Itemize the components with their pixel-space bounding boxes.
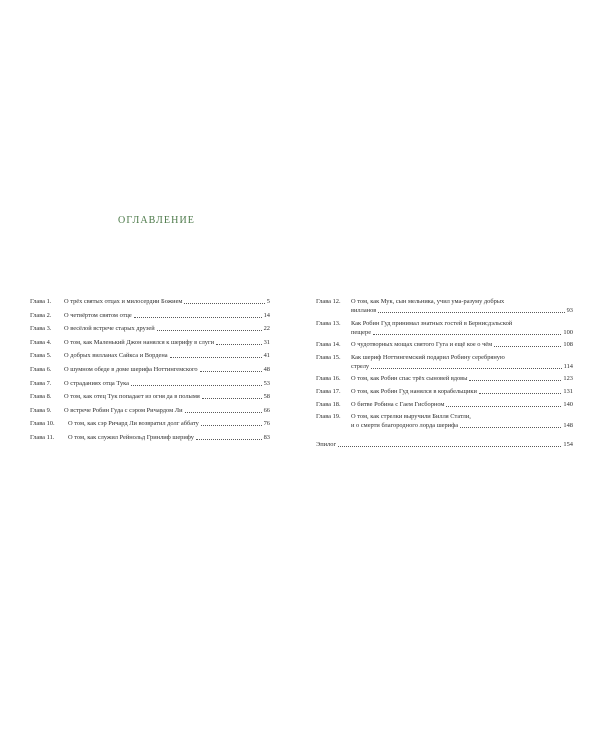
entry-body <box>64 297 270 306</box>
chapter-title: О трёх святых отцах и милосердии Божием <box>64 298 183 305</box>
dot-leader <box>157 330 262 331</box>
toc-entry <box>30 365 270 374</box>
dot-leader <box>378 312 564 313</box>
chapter-title: О том, как сэр Ричард Ли возвратил долг аббату <box>68 420 199 428</box>
toc-entry <box>316 353 573 371</box>
chapter-title: О весёлой встрече старых друзей <box>64 325 155 333</box>
toc-entry <box>316 387 573 396</box>
entry-line <box>64 406 270 415</box>
chapter-label: Глава 19. <box>316 413 341 421</box>
chapter-title-line: Как шериф Ноттингемский подарил Робину серебряную <box>351 353 505 361</box>
toc-entry <box>30 311 270 320</box>
toc-entry <box>316 400 573 409</box>
toc-entry <box>316 319 573 337</box>
toc-entry <box>30 419 270 428</box>
toc-entry <box>316 374 573 383</box>
entry-line <box>64 365 270 374</box>
page-number: 53 <box>263 379 270 387</box>
chapter-title-line: стрелу <box>351 362 370 370</box>
chapter-title-line: вилланов <box>351 307 377 314</box>
entry-body <box>68 433 270 442</box>
chapter-title: О том, как отец Тук попадает из огня да в полымя <box>64 393 200 401</box>
page-number: 140 <box>563 400 573 408</box>
dot-leader <box>200 371 262 372</box>
page-number: 123 <box>563 375 573 383</box>
dot-leader <box>338 446 561 447</box>
page-number: 66 <box>263 406 270 414</box>
chapter-title-line: О том, как стрелки выручили Билля Статли, <box>351 413 471 421</box>
entry-body <box>351 412 573 430</box>
chapter-title-line: пещере <box>351 328 372 336</box>
chapter-title-line: О том, как Робин Гуд нанялся в корабельщики <box>351 387 477 395</box>
toc-entry <box>30 379 270 388</box>
toc-entry <box>30 324 270 333</box>
chapter-label: Глава 16. <box>316 375 341 383</box>
entry-body <box>351 319 573 337</box>
dot-leader <box>479 393 561 394</box>
dot-leader <box>131 385 262 386</box>
page-number: 76 <box>263 420 270 428</box>
chapter-label: Глава 10. <box>30 420 55 428</box>
chapter-title: О четвёртом святом отце <box>64 311 132 319</box>
entry-body <box>64 351 270 360</box>
entry-line <box>351 374 573 383</box>
entry-body <box>68 419 270 428</box>
toc-entry <box>30 297 270 306</box>
dot-leader <box>134 317 262 318</box>
entry-line <box>64 338 270 347</box>
chapter-label: Глава 12. <box>316 298 341 305</box>
chapter-title: О встрече Робин Гуда с сэром Ричардом Ли <box>64 406 183 414</box>
page-number: 148 <box>563 422 573 430</box>
page-number: 48 <box>263 365 270 373</box>
page-number: 100 <box>563 328 573 336</box>
chapter-label: Глава 1. <box>30 298 52 305</box>
entry-line <box>351 387 573 396</box>
dot-leader <box>373 334 561 335</box>
dot-leader <box>371 368 562 369</box>
chapter-label: Глава 3. <box>30 325 52 333</box>
entry-body <box>351 353 573 371</box>
page-number: 131 <box>563 387 573 395</box>
dot-leader <box>494 346 561 347</box>
toc-entry <box>316 412 573 430</box>
entry-line <box>68 419 270 428</box>
chapter-title-line: О том, как Мук, сын мельника, учил ума-разуму добрых <box>351 298 505 305</box>
page-number: 22 <box>263 325 270 333</box>
entry-line <box>351 340 573 349</box>
entry-line <box>64 392 270 401</box>
dot-leader <box>216 344 262 345</box>
toc-entry <box>30 433 270 442</box>
toc-entry <box>30 406 270 415</box>
entry-line <box>351 400 573 409</box>
chapter-title: О том, как служил Рейнольд Гринлиф шерифу <box>68 433 194 441</box>
chapter-label: Глава 15. <box>316 353 341 361</box>
entry-body <box>64 311 270 320</box>
toc-heading: ОГЛАВЛЕНИЕ <box>118 215 195 226</box>
entry-body <box>64 365 270 374</box>
entry-line <box>351 306 573 315</box>
page-number: 154 <box>563 441 573 449</box>
entry-body <box>351 387 573 396</box>
entry-line <box>64 324 270 333</box>
chapter-label: Глава 2. <box>30 311 52 319</box>
dot-leader <box>184 303 264 304</box>
chapter-title: О страданиях отца Тука <box>64 379 129 387</box>
chapter-label: Глава 5. <box>30 352 52 360</box>
entry-body <box>64 338 270 347</box>
entry-line <box>64 297 270 306</box>
entry-line <box>351 421 573 430</box>
chapter-label: Глава 4. <box>30 338 52 346</box>
toc-entry <box>30 351 270 360</box>
page-number: 58 <box>263 393 270 401</box>
page-number: 93 <box>566 307 573 314</box>
chapter-label: Глава 17. <box>316 387 341 395</box>
entry-body <box>351 374 573 383</box>
dot-leader <box>170 357 262 358</box>
chapter-title-line: и о смерти благородного лорда шерифа <box>351 422 459 430</box>
entry-body <box>351 400 573 409</box>
chapter-label: Глава 13. <box>316 319 341 327</box>
entry-body <box>316 440 573 449</box>
entry-body <box>351 297 573 315</box>
entry-body <box>64 392 270 401</box>
entry-line <box>64 379 270 388</box>
dot-leader <box>446 406 561 407</box>
entry-line <box>351 362 573 371</box>
entry-body <box>64 406 270 415</box>
chapter-title-line: Как Робин Гуд принимал знатных гостей в Бернисдэльской <box>351 319 513 327</box>
entry-body <box>64 324 270 333</box>
entry-line <box>351 328 573 337</box>
page-number: 83 <box>263 433 270 441</box>
chapter-title-line: О чудотворных мощах святого Гуга и ещё кое о чём <box>351 341 493 349</box>
chapter-title: О том, как Маленький Джон нанялся к шерифу в слуги <box>64 338 214 346</box>
dot-leader <box>201 425 262 426</box>
entry-line <box>316 440 573 449</box>
chapter-label: Глава 9. <box>30 406 52 414</box>
chapter-title: О добрых вилланах Сайкса и Вордена <box>64 352 168 360</box>
toc-entry <box>30 392 270 401</box>
entry-body <box>64 379 270 388</box>
entry-line <box>64 351 270 360</box>
entry-body <box>351 340 573 349</box>
chapter-label: Глава 14. <box>316 341 341 349</box>
page-number: 5 <box>266 298 270 305</box>
epilogue-entry <box>316 440 573 449</box>
toc-entry <box>30 338 270 347</box>
page-number: 41 <box>263 352 270 360</box>
chapter-label: Глава 6. <box>30 365 52 373</box>
chapter-title-line: О том, как Робин спас трёх сыновей вдовы <box>351 375 468 383</box>
dot-leader <box>185 412 262 413</box>
toc-left-column <box>30 297 270 447</box>
page-number: 14 <box>263 311 270 319</box>
toc-entry <box>316 297 573 315</box>
dot-leader <box>202 398 262 399</box>
chapter-label: Глава 8. <box>30 393 52 401</box>
toc-entry <box>316 340 573 349</box>
chapter-label: Глава 11. <box>30 433 55 441</box>
epilogue-title: Эпилог <box>316 441 337 449</box>
chapter-title: О шумном обеде в доме шерифа Ноттингемского <box>64 365 198 373</box>
dot-leader <box>196 439 262 440</box>
chapter-label: Глава 7. <box>30 379 52 387</box>
dot-leader <box>460 427 561 428</box>
chapter-label: Глава 18. <box>316 400 341 408</box>
page-number: 108 <box>563 341 573 349</box>
entry-line <box>68 433 270 442</box>
toc-right-column <box>316 297 573 453</box>
page-number: 31 <box>263 338 270 346</box>
chapter-title-line: О битве Робина с Гаем Гисборном <box>351 400 445 408</box>
dot-leader <box>469 380 561 381</box>
page-number: 114 <box>563 362 573 370</box>
entry-line <box>64 311 270 320</box>
